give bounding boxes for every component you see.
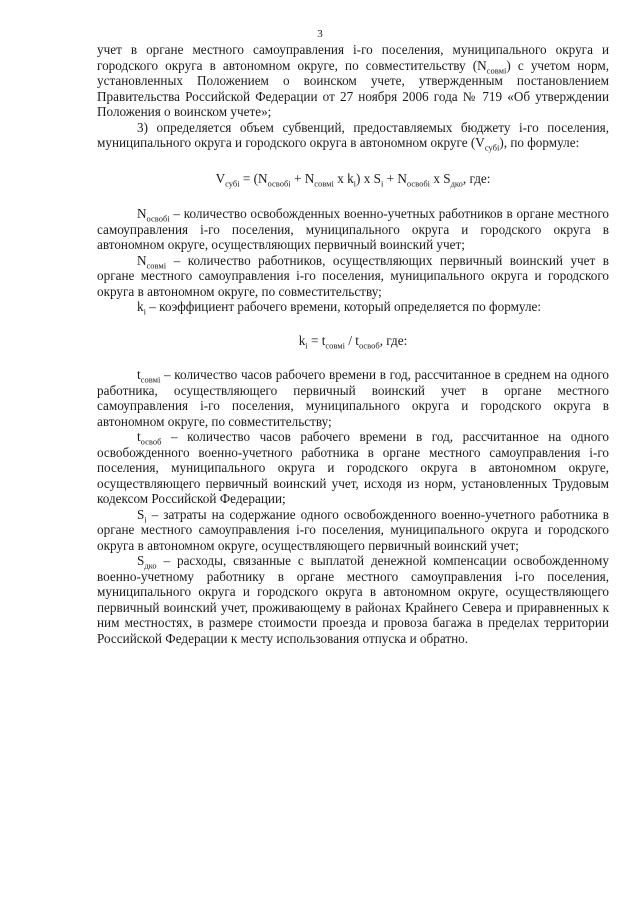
definition-subscript: освобi [146, 213, 170, 224]
definition-symbol: t [137, 429, 141, 444]
definition-n-osvob [97, 206, 609, 253]
formula-term: = (N [239, 170, 268, 186]
formula-term: + N [383, 170, 407, 186]
text-run: 3) определяется объем субвенций, предоставляемых бюджету i-го поселения, муниципального округа и городского округа в автономном округе (V [97, 119, 609, 150]
definition-text: – коэффициент рабочего времени, который определяется по формуле: [145, 299, 542, 314]
definition-text: – затраты на содержание одного освобожденного военно-учетного работника в органе местного самоуправления i-го поселения, муниципального округа и городского округа в автономном округе, осуществляющего первичный воинский учет; [97, 506, 609, 553]
formula-subscript: i [380, 178, 384, 189]
definition-text: – количество часов рабочего времени в год, рассчитанное в среднем на одного работника, осуществляющего первичный воинский учет в органе местного самоуправления i-го поселения, муниципального округа и городского округа в автономном округе, по совместительству; [97, 367, 609, 429]
formula-term: ) x S [356, 170, 381, 186]
definition-k [97, 299, 609, 315]
definition-text: – расходы, связанные с выплатой денежной компенсации освобожденному военно-учетному работнику в органе местного самоуправления i-го поселения, муниципального округа и городского округа в автономном округе, осуществляющего первичный воинский учет, проживающему в районах Крайнего Севера и приравненных к ним местностях, в размере стоимости проезда и провоза багажа в пределах территории Российской Федерации к месту использования отпуска и обратно. [97, 553, 609, 646]
formula-subvention [97, 171, 609, 187]
definition-symbol: N [137, 206, 147, 221]
definition-s-dko [97, 553, 609, 646]
formula-term: k [298, 332, 306, 348]
formula-subscript: совмi [314, 178, 334, 189]
definition-subscript: i [143, 306, 146, 317]
definition-symbol: N [137, 252, 147, 268]
definition-subscript: совмi [140, 374, 161, 385]
definition-text: – количество освобожденных военно-учетных работников в органе местного самоуправления i-го поселения, муниципального округа и городского округа в автономном округе, осуществляющих первичный воинский учет; [97, 206, 609, 252]
formula-time-coefficient [97, 333, 609, 349]
page-number: 3 [317, 28, 323, 40]
paragraph-norms [97, 42, 609, 120]
definition-symbol: t [137, 367, 141, 382]
formula-subscript: дко [450, 178, 463, 189]
formula-term: = t [307, 332, 326, 348]
text-run: учет в органе местного самоуправления i-го поселения, муниципального округа и городского округа в автономном округе, по совместительству (N [97, 42, 609, 73]
formula-subscript: i [353, 178, 357, 189]
definition-s-i [97, 507, 609, 554]
definition-t-osvob [97, 429, 609, 507]
formula-term: V [215, 170, 226, 186]
text-run: ) с учетом норм, установленных Положением о воинском учете, утвержденным постановлением Правительства Российской Федерации от 27 ноября 2006 года № 719 «Об утверждении Положения о воинском учете»; [97, 57, 609, 119]
text-run: ), по формуле: [499, 135, 580, 150]
formula-term: , где: [462, 170, 491, 186]
definition-text: – количество работников, осуществляющих первичный воинский учет в органе местного самоуправления i-го поселения, муниципального округа и городского округа в автономном округе, по совместительству; [97, 252, 609, 299]
formula-subscript: i [305, 340, 308, 351]
definition-subscript: дко [144, 560, 157, 571]
subscript: совмi [486, 65, 507, 76]
formula-term: + N [290, 170, 315, 186]
definition-n-sovm [97, 253, 609, 300]
formula-term: x k [333, 170, 354, 186]
formula-subscript: освобi [406, 178, 431, 189]
paragraph-item-3 [97, 120, 609, 151]
formula-term: / t [345, 332, 359, 348]
formula-subscript: совмi [325, 340, 346, 351]
definition-t-sovm [97, 367, 609, 429]
definition-symbol: S [137, 506, 145, 522]
formula-term: , где: [379, 332, 408, 348]
formula-subscript: освоб [358, 340, 380, 351]
subscript: субi [484, 142, 500, 153]
definition-subscript: освоб [140, 436, 162, 447]
definition-symbol: S [137, 553, 145, 568]
formula-term: x S [430, 170, 451, 186]
definition-text: – количество часов рабочего времени в год, рассчитанное на одного освобожденного военно-учетного работника в органе местного самоуправления i-го поселения, муниципального округа и городского округа в автономном округе, осуществляющего первичный воинский учет, исходя из норм, установленных Трудовым кодексом Российской Федерации; [97, 429, 609, 506]
formula-subscript: субi [225, 178, 240, 189]
definition-subscript: i [144, 514, 147, 525]
definition-symbol: k [137, 299, 144, 314]
definition-subscript: совмi [146, 260, 167, 271]
formula-subscript: освобi [267, 178, 291, 189]
document-body [97, 42, 609, 646]
